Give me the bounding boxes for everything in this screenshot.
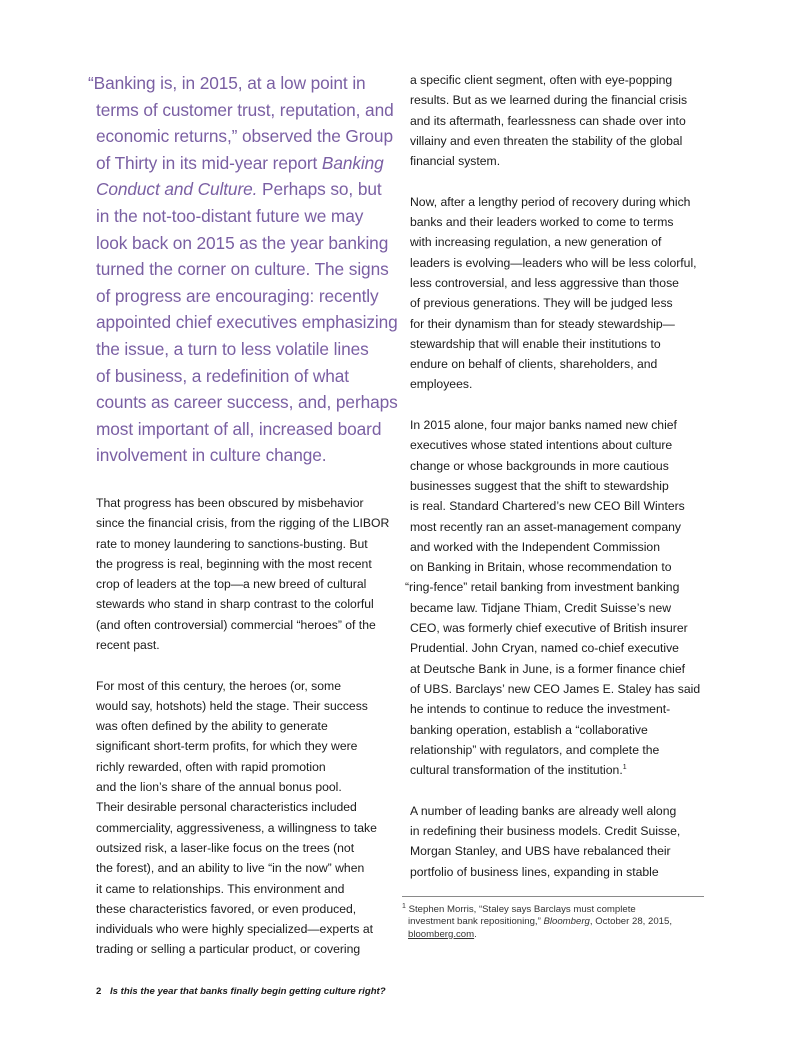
text-line-content: cultural transformation of the institution. [410,763,623,778]
text-line: crop of leaders at the top—a new breed of cultural [96,577,367,592]
report-title-italic: Conduct and Culture. [96,179,258,200]
pull-quote-line: counts as career success, and, perhaps [96,392,398,413]
text-line: less controversial, and less aggressive than those [410,275,679,290]
text-line: a specific client segment, often with eye-popping [410,73,673,87]
footnote-line [408,929,702,941]
text-line: results. But as we learned during the financial crisis [410,93,688,108]
text-line: most recently ran an asset-management company [410,519,681,534]
paragraph-business-models [410,801,702,882]
text-line: Prudential. John Cryan, named co-chief executive [410,641,679,656]
paragraph-progress [96,493,392,655]
text-line: became law. Tidjane Thiam, Credit Suisse’s new [410,600,672,615]
text-line: change or whose backgrounds in more cautious [410,458,669,473]
text-line: Now, after a lengthy period of recovery during which [410,194,691,209]
text-line: of UBS. Barclays’ new CEO James E. Staley has said [410,681,701,696]
text-line: businesses suggest that the shift to stewardship [410,478,669,493]
text-line: banks and their leaders worked to come to terms [410,215,674,230]
footnote-marker: 1 [402,902,406,910]
text-line: was often defined by the ability to generate [96,719,328,734]
text-line: he intends to continue to reduce the investment- [410,702,671,717]
text-line: banking operation, establish a “collaborative [410,722,648,737]
paragraph-new-generation [410,192,702,395]
text-line: outsized risk, a laser-like focus on the trees (not [96,840,355,855]
text-line: and its aftermath, fearlessness can shade over into [410,113,686,128]
text-line: on Banking in Britain, whose recommendation to [410,560,672,575]
pull-quote-line: “Banking is, in 2015, at a low point in [88,73,366,93]
text-line: trading or selling a particular product, or covering [96,942,361,957]
text-line: it came to relationships. This environment and [96,881,345,896]
text-line: financial system. [410,154,501,169]
pull-quote-line: the issue, a turn to less volatile lines [96,338,369,359]
paragraph-heroes [96,676,392,960]
pull-quote-line: turned the corner on culture. The signs [96,259,389,280]
text-line: executives whose stated intentions about culture [410,438,673,453]
pull-quote-line: look back on 2015 as the year banking [96,232,389,253]
text-line: employees. [410,377,473,392]
footnote-text: Stephen Morris, “Staley says Barclays must complete [408,904,636,915]
text-line: For most of this century, the heroes (or, some [96,678,341,693]
text-line: and worked with the Independent Commission [410,539,660,554]
text-line: these characteristics favored, or even produced, [96,901,357,916]
text-line: recent past. [96,637,160,652]
pull-quote-line: of business, a redefinition of what [96,365,349,386]
pull-quote-text: of Thirty in its mid-year report [96,152,322,173]
text-line: CEO, was formerly chief executive of British insurer [410,621,688,636]
text-line: in redefining their business models. Credit Suisse, [410,823,681,838]
text-line: A number of leading banks are already well along [410,803,677,818]
text-line: Morgan Stanley, and UBS have rebalanced their [410,844,671,859]
footnote [402,904,702,941]
right-column [405,70,702,902]
text-line: “ring-fence” retail banking from investment banking [405,580,680,595]
text-line: individuals who were highly specialized—experts at [96,922,374,937]
text-line: (and often controversial) commercial “heroes” of the [96,617,376,632]
pull-quote-text: Perhaps so, but [257,179,382,200]
report-title-italic: Banking [321,152,384,173]
paragraph-four-banks [405,415,702,780]
page-number: 2 [96,986,102,997]
text-line: endure on behalf of clients, shareholders, and [410,357,658,372]
pull-quote-line: economic returns,” observed the Group [96,126,393,147]
text-line: stewards who stand in sharp contrast to the colorful [96,597,374,612]
pull-quote-line: appointed chief executives emphasizing [96,312,398,333]
text-line: significant short-term profits, for which they were [96,739,358,754]
page-footer [96,986,386,997]
footnote-link[interactable]: bloomberg.com [408,928,475,940]
paragraph-client-segment [410,70,702,171]
footnote-text: investment bank repositioning,” [408,916,544,928]
pull-quote-line [96,176,392,203]
text-line: with increasing regulation, a new generation of [410,235,662,250]
text-line: rate to money laundering to sanctions-busting. But [96,536,368,551]
pull-quote [88,70,398,469]
text-line: for their dynamism than for steady stewardship— [410,316,675,331]
footnote-line [402,904,702,916]
text-line: leaders is evolving—leaders who will be less colorful, [410,255,697,270]
text-line: since the financial crisis, from the rigging of the LIBOR [96,516,390,531]
text-line: would say, hotshots) held the stage. Their success [96,698,368,713]
text-line: of previous generations. They will be judged less [410,296,673,311]
left-column [88,70,398,980]
text-line: Their desirable personal characteristics included [96,800,357,815]
footnote-text: . [474,928,477,940]
text-line: richly rewarded, often with rapid promotion [96,759,326,774]
pull-quote-line: terms of customer trust, reputation, and [96,99,394,120]
pull-quote-line: involvement in culture change. [96,445,327,466]
footer-title: Is this the year that banks finally begin getting culture right? [110,986,386,997]
text-line: and the lion’s share of the annual bonus pool. [96,780,342,795]
footnote-text: , October 28, 2015, [589,916,672,928]
footnote-divider [402,896,704,897]
text-line: portfolio of business lines, expanding in stable [410,864,659,879]
footnote-line [408,916,702,928]
footnote-reference[interactable]: 1 [622,764,627,772]
text-line [410,760,702,780]
text-line: In 2015 alone, four major banks named new chief [410,418,677,433]
text-line: commerciality, aggressiveness, a willingness to take [96,820,377,835]
text-line: That progress has been obscured by misbehavior [96,495,364,510]
pull-quote-line [96,150,392,177]
pull-quote-line: of progress are encouraging: recently [96,285,379,306]
text-line: the progress is real, beginning with the most recent [96,556,372,571]
text-line: the forest), and an ability to live “in the now” when [96,861,365,876]
text-line: relationship” with regulators, and complete the [410,742,660,757]
text-line: is real. Standard Chartered’s new CEO Bill Winters [410,499,685,514]
pull-quote-line: in the not-too-distant future we may [96,205,364,226]
pull-quote-line: most important of all, increased board [96,418,382,439]
footnote-publication: Bloomberg [543,916,590,928]
text-line: stewardship that will enable their institutions to [410,336,661,351]
text-line: villainy and even threaten the stability of the global [410,133,683,148]
text-line: at Deutsche Bank in June, is a former finance chief [410,661,686,676]
